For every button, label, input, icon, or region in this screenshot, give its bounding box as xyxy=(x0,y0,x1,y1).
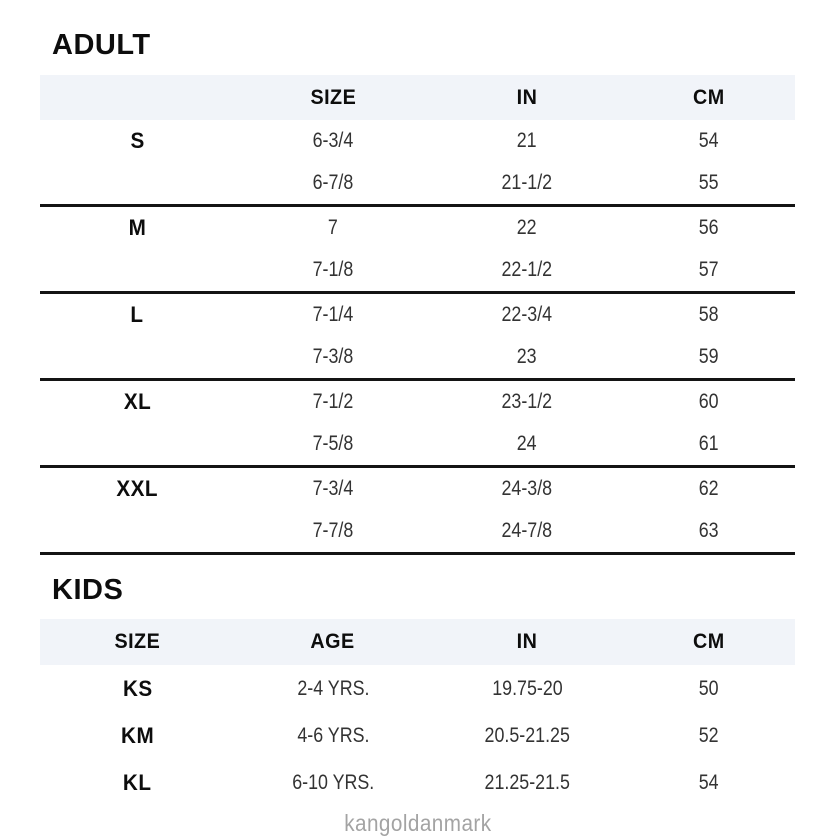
adult-size-value xyxy=(235,171,431,195)
adult-in-value xyxy=(431,216,623,240)
adult-table-row xyxy=(40,207,795,249)
adult-cm-value xyxy=(623,216,795,240)
adult-table-row xyxy=(40,336,795,378)
kids-in-value-text: 21.25-21.5 xyxy=(484,770,570,794)
adult-size-label xyxy=(40,435,235,453)
adult-in-value xyxy=(431,345,623,369)
adult-size-value-text: 7-5/8 xyxy=(312,432,354,455)
kids-column-header-text: CM xyxy=(693,630,725,653)
adult-size-label xyxy=(40,389,235,415)
adult-in-value xyxy=(431,519,623,543)
adult-in-value-text: 24-7/8 xyxy=(501,519,553,542)
adult-in-value xyxy=(431,129,623,153)
adult-header-row xyxy=(40,75,795,120)
kids-column-header-text: AGE xyxy=(310,630,356,653)
adult-cm-value-text: 56 xyxy=(698,216,719,239)
adult-size-label-text: L xyxy=(130,302,144,327)
adult-cm-value-text: 57 xyxy=(698,258,719,281)
kids-in-value xyxy=(431,724,623,748)
kids-size-label-text: KM xyxy=(120,722,154,748)
adult-size-label xyxy=(40,128,235,154)
adult-column-header xyxy=(431,86,623,110)
adult-size-label xyxy=(40,261,235,279)
adult-in-value xyxy=(431,303,623,327)
adult-size-value-text: 7-7/8 xyxy=(312,519,354,542)
kids-cm-value-text: 50 xyxy=(698,676,719,700)
adult-size-group xyxy=(40,207,795,294)
adult-column-header-text: CM xyxy=(693,85,725,109)
adult-cm-value xyxy=(623,390,795,414)
adult-size-value xyxy=(235,390,431,414)
kids-in-value-text: 19.75-20 xyxy=(491,676,563,700)
adult-cm-value xyxy=(623,129,795,153)
adult-size-value xyxy=(235,258,431,282)
adult-size-label-text: M xyxy=(128,215,147,240)
adult-cm-value xyxy=(623,345,795,369)
kids-cm-value xyxy=(623,724,795,748)
adult-size-value-text: 7-1/8 xyxy=(312,258,354,281)
adult-in-value-text: 22-3/4 xyxy=(501,303,553,326)
adult-size-label-text: S xyxy=(130,128,145,153)
kids-column-header-text: SIZE xyxy=(114,630,161,653)
adult-size-label xyxy=(40,348,235,366)
adult-size-label-text: XL xyxy=(123,389,152,414)
adult-cm-value xyxy=(623,258,795,282)
adult-in-value-text: 24-3/8 xyxy=(501,477,553,500)
adult-cm-value-text: 54 xyxy=(698,129,719,152)
adult-cm-value-text: 60 xyxy=(698,390,719,413)
adult-cm-value xyxy=(623,432,795,456)
adult-in-value-text: 22-1/2 xyxy=(501,258,553,281)
adult-size-group xyxy=(40,120,795,207)
adult-column-header-text: IN xyxy=(516,85,538,109)
adult-cm-value-text: 55 xyxy=(698,171,719,194)
kids-column-header-text: IN xyxy=(516,630,538,653)
adult-size-value xyxy=(235,477,431,501)
kids-section-title: KIDS xyxy=(52,574,124,606)
adult-in-value xyxy=(431,477,623,501)
adult-size-value xyxy=(235,216,431,240)
kids-age-value-text: 2-4 YRS. xyxy=(296,676,369,700)
adult-size-label-text: XXL xyxy=(116,476,159,501)
kids-cm-value xyxy=(623,771,795,795)
kids-size-label xyxy=(40,723,235,749)
adult-in-value xyxy=(431,171,623,195)
kids-age-value-text: 6-10 YRS. xyxy=(291,770,374,794)
adult-table-row xyxy=(40,381,795,423)
adult-column-header xyxy=(623,86,795,110)
adult-cm-value xyxy=(623,519,795,543)
adult-size-label xyxy=(40,522,235,540)
kids-size-table xyxy=(40,619,795,806)
kids-in-value xyxy=(431,771,623,795)
kids-table-row xyxy=(40,759,795,806)
adult-size-table xyxy=(40,75,795,555)
adult-cm-value xyxy=(623,303,795,327)
kids-table-row xyxy=(40,665,795,712)
kids-size-label xyxy=(40,770,235,796)
kids-column-header xyxy=(235,630,431,654)
kids-size-label-text: KS xyxy=(122,675,153,701)
kids-table-body xyxy=(40,665,795,806)
kids-cm-value-text: 52 xyxy=(698,723,719,747)
kids-age-value xyxy=(235,771,431,795)
adult-table-row xyxy=(40,294,795,336)
adult-in-value xyxy=(431,258,623,282)
adult-size-label xyxy=(40,302,235,328)
kids-table-row xyxy=(40,712,795,759)
kids-header-row xyxy=(40,619,795,665)
adult-table-row xyxy=(40,120,795,162)
adult-in-value-text: 24 xyxy=(517,432,537,455)
adult-size-value xyxy=(235,345,431,369)
kids-in-value xyxy=(431,677,623,701)
kids-column-header xyxy=(623,630,795,654)
kids-age-value xyxy=(235,724,431,748)
kids-age-value xyxy=(235,677,431,701)
adult-table-row xyxy=(40,510,795,552)
adult-size-label xyxy=(40,476,235,502)
adult-in-value-text: 21-1/2 xyxy=(501,171,553,194)
adult-table-row xyxy=(40,162,795,204)
adult-cm-value-text: 63 xyxy=(698,519,719,542)
watermark-text: kangoldanmark xyxy=(343,810,492,836)
adult-table-row xyxy=(40,249,795,291)
adult-cm-value xyxy=(623,477,795,501)
adult-in-value xyxy=(431,432,623,456)
adult-size-value xyxy=(235,129,431,153)
adult-section-title: ADULT xyxy=(52,29,151,61)
adult-cm-value-text: 61 xyxy=(698,432,719,455)
adult-size-label xyxy=(40,215,235,241)
adult-size-group xyxy=(40,294,795,381)
kids-size-label-text: KL xyxy=(123,769,152,795)
kids-size-label xyxy=(40,676,235,702)
adult-in-value-text: 23 xyxy=(517,345,537,368)
kids-cm-value xyxy=(623,677,795,701)
adult-cm-value-text: 62 xyxy=(698,477,719,500)
adult-size-value xyxy=(235,519,431,543)
adult-in-value-text: 22 xyxy=(517,216,537,239)
kids-in-value-text: 20.5-21.25 xyxy=(484,723,570,747)
adult-column-header xyxy=(235,86,431,110)
adult-in-value-text: 23-1/2 xyxy=(501,390,553,413)
adult-size-value xyxy=(235,303,431,327)
adult-size-value-text: 7-1/2 xyxy=(312,390,354,413)
kids-column-header xyxy=(40,630,235,654)
adult-size-value xyxy=(235,432,431,456)
adult-size-group xyxy=(40,468,795,555)
watermark xyxy=(40,810,795,837)
kids-column-header xyxy=(431,630,623,654)
adult-in-value-text: 21 xyxy=(517,129,537,152)
adult-in-value xyxy=(431,390,623,414)
adult-column-header-text: SIZE xyxy=(310,85,356,109)
adult-cm-value xyxy=(623,171,795,195)
adult-size-label xyxy=(40,174,235,192)
adult-size-value-text: 7-3/8 xyxy=(312,345,354,368)
adult-size-value-text: 7-1/4 xyxy=(312,303,354,326)
adult-table-row xyxy=(40,468,795,510)
adult-cm-value-text: 59 xyxy=(698,345,719,368)
adult-size-value-text: 6-3/4 xyxy=(312,129,354,152)
adult-cm-value-text: 58 xyxy=(698,303,719,326)
kids-age-value-text: 4-6 YRS. xyxy=(296,723,369,747)
kids-cm-value-text: 54 xyxy=(698,770,719,794)
adult-table-row xyxy=(40,423,795,465)
adult-size-value-text: 7 xyxy=(327,216,338,239)
adult-column-header xyxy=(40,89,235,107)
adult-size-value-text: 6-7/8 xyxy=(312,171,354,194)
adult-size-group xyxy=(40,381,795,468)
adult-table-body xyxy=(40,120,795,555)
adult-size-value-text: 7-3/4 xyxy=(312,477,354,500)
